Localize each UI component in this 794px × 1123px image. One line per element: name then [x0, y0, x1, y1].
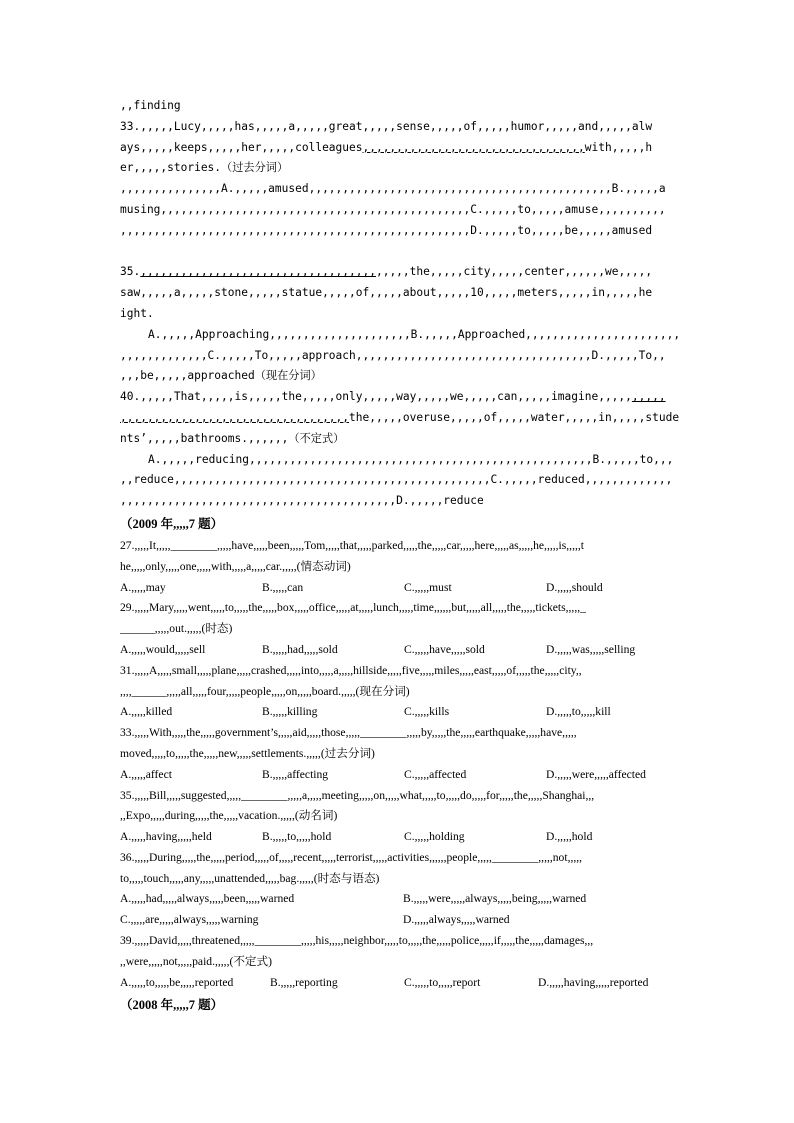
text-line: [120, 387, 690, 408]
option-d: D.,,,,,hold: [546, 830, 593, 844]
option-d: D.,,,,,should: [546, 580, 603, 594]
option-c: C.,,,,,to,,,,,report: [404, 975, 481, 989]
question-33: [120, 723, 690, 744]
text-segment: ,,,,,by,,,,,the,,,,,earthquake,,,,,have,,,,,: [406, 726, 577, 740]
options-35: [120, 827, 690, 848]
question-29: 29.,,,,,Mary,,,,,went,,,,,to,,,,,the,,,,,box,,,,,office,,,,,at,,,,,lunch,,,,,time,,,,,,but,,,,,all,,,,,the,,,,,tickets,,,,,_: [120, 601, 586, 615]
text-segment: 40.,,,,,That,,,,,is,,,,,the,,,,,only,,,,,way,,,,,we,,,,,can,,,,,imagine,,,,,: [120, 390, 632, 404]
option-c: C.,,,,,are,,,,,always,,,,,warning: [120, 913, 259, 927]
blank-line: [120, 242, 690, 263]
option-line: ,,,,,,,,,,,,,,,,,,,,,,,,,,,,,,,,,,,,,,,,,D.,,,,,reduce: [120, 494, 484, 508]
text-line: ______,,,,,out.,,,,,(时态): [120, 622, 233, 636]
option-d: D.,,,,,having,,,,,reported: [538, 975, 649, 989]
text-line: er,,,,,stories.（过去分词）: [120, 161, 289, 175]
option-a: A.,,,,,killed: [120, 705, 173, 719]
text-line: [120, 138, 690, 159]
answer-blank: ________: [491, 850, 539, 864]
option-b: B.,,,,,reporting: [270, 975, 338, 989]
section-header-2008: （2008 年,,,,,7 题）: [120, 998, 224, 1013]
text-line: [120, 262, 690, 283]
text-segment: ,,,,,have,,,,,been,,,,,Tom,,,,,that,,,,,parked,,,,,the,,,,,car,,,,,here,,,,,as,,,,,he,,,,,is,,,,,t: [216, 538, 584, 552]
option-a: A.,,,,,may: [120, 580, 166, 594]
text-segment: ,,,,,his,,,,,neighbor,,,,,to,,,,,the,,,,,police,,,,,if,,,,,the,,,,,damages,,,: [300, 934, 594, 948]
text-segment: 27.,,,,,It,,,,,: [120, 538, 171, 552]
option-d: D.,,,,,were,,,,,affected: [546, 767, 646, 781]
answer-blank: ,,,,,,,,,,,,,,,,,,,,,,,,,,,,,,,,,,,: [140, 265, 376, 279]
option-line: ,,reduce,,,,,,,,,,,,,,,,,,,,,,,,,,,,,,,,,,,,,,,,,,,,,,,C.,,,,,reduced,,,,,,,,,,,,,: [120, 473, 673, 487]
text-line: moved,,,,,to,,,,,the,,,,,new,,,,,settlements.,,,,,(过去分词): [120, 746, 375, 760]
question-36: [120, 848, 690, 869]
text-segment: ays,,,,,keeps,,,,,her,,,,,colleagues: [120, 140, 363, 154]
option-line: ,,,,,,,,,,,,,,,A.,,,,,amused,,,,,,,,,,,,,,,,,,,,,,,,,,,,,,,,,,,,,,,,,,,,,B.,,,,,a: [120, 182, 666, 196]
text-line: ,,were,,,,,not,,,,,paid.,,,,,(不定式): [120, 954, 272, 968]
text-segment: 39.,,,,,David,,,,,threatened,,,,,: [120, 934, 255, 948]
section-2010-questions: [120, 96, 690, 512]
text-line: 33.,,,,,Lucy,,,,,has,,,,,a,,,,,great,,,,,sense,,,,,of,,,,,humor,,,,,and,,,,,alw: [120, 119, 653, 133]
options-33: [120, 765, 690, 786]
option-a: A.,,,,,having,,,,,held: [120, 830, 212, 844]
option-c: C.,,,,,holding: [404, 830, 465, 844]
option-b: B.,,,,,affecting: [262, 767, 329, 781]
text-line: ,,finding: [120, 99, 181, 112]
question-39: [120, 931, 690, 952]
option-c: C.,,,,,must: [404, 580, 452, 594]
option-line: A.,,,,,Approaching,,,,,,,,,,,,,,,,,,,,,B.,,,,,Approached,,,,,,,,,,,,,,,,,,,,,,,: [148, 327, 681, 341]
answer-blank: ________: [360, 726, 407, 740]
option-a: A.,,,,,affect: [120, 767, 172, 781]
option-d: D.,,,,,always,,,,,warned: [403, 913, 510, 927]
text-segment: ,,,,,a,,,,,meeting,,,,,on,,,,,what,,,,,to,,,,,do,,,,,for,,,,,the,,,,,Shanghai,,,: [287, 788, 595, 802]
document-page: [120, 96, 690, 1017]
text-segment: ,,,,,not,,,,,: [538, 850, 583, 864]
text-line: nts’,,,,,bathrooms.,,,,,,（不定式）: [120, 431, 345, 445]
option-c: C.,,,,,have,,,,,sold: [404, 642, 485, 656]
text-segment: ,,,,: [120, 684, 132, 698]
options-29: [120, 640, 690, 661]
text-segment: 35.,,,,,Bill,,,,,suggested,,,,,: [120, 788, 242, 802]
text-line: saw,,,,,a,,,,,stone,,,,,statue,,,,,of,,,,,about,,,,,10,,,,,meters,,,,,in,,,,,he: [120, 286, 653, 300]
question-number: 35.: [120, 265, 141, 279]
text-line: [120, 682, 690, 703]
option-c: C.,,,,,affected: [404, 767, 467, 781]
answer-blank: ,,,,,,,,,,,,,,,,,,,,,,,,,,,,,,,,,,: [120, 410, 350, 424]
options-27: [120, 578, 690, 599]
text-line: [120, 408, 690, 429]
options-31: [120, 702, 690, 723]
answer-blank: ,,,,,,,,,,,,,,,,,,,,,,,,,,,,,,,,,: [362, 140, 585, 154]
option-line: ,,,be,,,,,approached（现在分词）: [120, 369, 322, 383]
option-b: B.,,,,,to,,,,,hold: [262, 830, 332, 844]
answer-blank: ________: [241, 788, 288, 802]
question-27: [120, 536, 690, 557]
option-a: A.,,,,,to,,,,,be,,,,,reported: [120, 975, 234, 989]
text-segment: the,,,,,overuse,,,,,of,,,,,water,,,,,in,,,,,stude: [349, 410, 680, 424]
text-segment: ,,,,,the,,,,,city,,,,,center,,,,,,we,,,,,: [375, 265, 653, 279]
section-2009-questions: [120, 536, 690, 994]
option-b: B.,,,,,had,,,,,sold: [262, 642, 338, 656]
question-31: 31.,,,,,A,,,,,small,,,,,plane,,,,,crashed,,,,,into,,,,,a,,,,,hillside,,,,,five,,,,,miles,,,,,east,,,,,of,,,,,the,,,,,city,,: [120, 663, 582, 677]
option-line: A.,,,,,reducing,,,,,,,,,,,,,,,,,,,,,,,,,,,,,,,,,,,,,,,,,,,,,,,,,,,B.,,,,,to,,,: [148, 452, 674, 466]
text-line: he,,,,,only,,,,,one,,,,,with,,,,,a,,,,,car.,,,,,(情态动词): [120, 559, 351, 573]
text-segment: 36.,,,,,During,,,,,the,,,,,period,,,,,of,,,,,recent,,,,,terrorist,,,,,activities,,,,,,people,,,,,: [120, 850, 492, 864]
option-b: B.,,,,,can: [262, 580, 304, 594]
answer-blank: ________: [170, 538, 217, 552]
text-line: to,,,,,touch,,,,,any,,,,,unattended,,,,,bag.,,,,,(时态与语态): [120, 871, 380, 885]
option-line: ,,,,,,,,,,,,,,,,,,,,,,,,,,,,,,,,,,,,,,,,,,,,,,,,,,,,D.,,,,,to,,,,,be,,,,,amused: [120, 223, 653, 237]
options-36-ab: [120, 889, 690, 910]
options-36-cd: [120, 910, 690, 931]
text-segment: ,,,,,all,,,,,four,,,,,people,,,,,on,,,,,board.,,,,,(现在分词): [166, 684, 410, 698]
text-segment: with,,,,,h: [584, 140, 653, 154]
answer-blank: ________: [254, 934, 301, 948]
text-line: ,,Expo,,,,,during,,,,,the,,,,,vacation.,,,,,(动名词): [120, 809, 338, 823]
text-segment: 33.,,,,,With,,,,,the,,,,,government’s,,,,,aid,,,,,those,,,,,: [120, 726, 361, 740]
option-line: ,,,,,,,,,,,,,C.,,,,,To,,,,,approach,,,,,,,,,,,,,,,,,,,,,,,,,,,,,,,,,,,D.,,,,,To,,: [120, 348, 666, 362]
option-line: musing,,,,,,,,,,,,,,,,,,,,,,,,,,,,,,,,,,,,,,,,,,,,,,C.,,,,,to,,,,,amuse,,,,,,,,,,: [120, 202, 666, 216]
option-a: A.,,,,,had,,,,,always,,,,,been,,,,,warned: [120, 892, 295, 906]
answer-blank: ,,,,,: [631, 390, 666, 404]
option-c: C.,,,,,kills: [404, 705, 450, 719]
text-line: ight.: [120, 306, 154, 320]
option-a: A.,,,,,would,,,,,sell: [120, 642, 206, 656]
option-d: D.,,,,,to,,,,,kill: [546, 705, 611, 719]
section-header-2009: （2009 年,,,,,7 题）: [120, 516, 224, 531]
options-39: [120, 973, 690, 994]
question-35: [120, 786, 690, 807]
option-b: B.,,,,,were,,,,,always,,,,,being,,,,,warned: [403, 892, 587, 906]
answer-blank: ______: [131, 684, 167, 698]
option-b: B.,,,,,killing: [262, 705, 318, 719]
option-d: D.,,,,,was,,,,,selling: [546, 642, 636, 656]
